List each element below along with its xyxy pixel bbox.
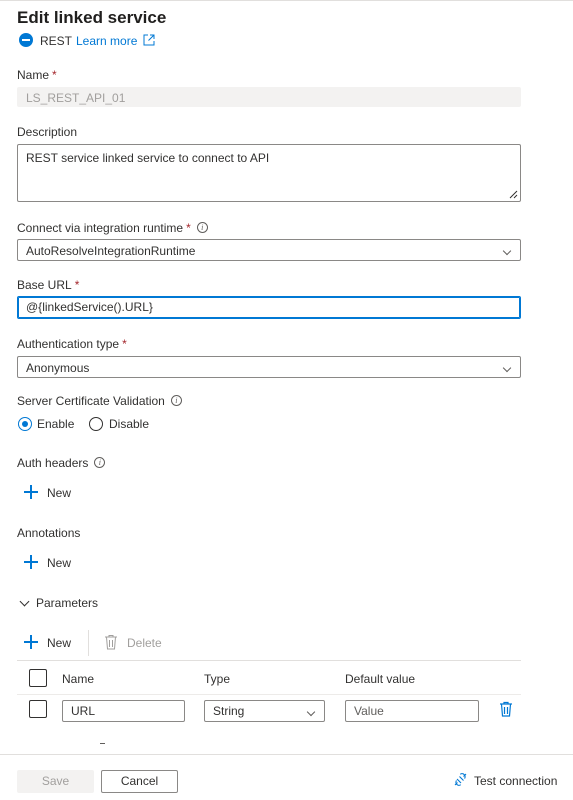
info-icon[interactable]: i	[197, 222, 208, 233]
description-textarea[interactable]	[17, 144, 521, 202]
base-url-input[interactable]: @{linkedService().URL}	[17, 296, 521, 319]
external-link-icon[interactable]	[143, 34, 155, 46]
panel-title: Edit linked service	[17, 8, 167, 27]
disable-radio[interactable]	[89, 417, 103, 431]
runtime-label: Connect via integration runtime * i	[17, 221, 208, 235]
info-icon[interactable]: i	[171, 395, 182, 406]
table-top-divider	[17, 660, 521, 661]
top-border	[0, 0, 573, 1]
learn-more-link[interactable]: Learn more	[76, 34, 138, 48]
auth-headers-new-button[interactable]: New	[24, 484, 84, 502]
resize-handle-icon[interactable]	[508, 189, 518, 199]
plus-icon	[24, 485, 38, 499]
cert-validation-label: Server Certificate Validation i	[17, 394, 182, 408]
save-button[interactable]: Save	[17, 770, 94, 793]
name-label: Name *	[17, 68, 57, 82]
scroll-marker	[100, 743, 105, 744]
auth-type-dropdown-value: Anonymous	[26, 361, 90, 375]
param-type-dropdown[interactable]	[204, 700, 325, 722]
auth-type-label: Authentication type *	[17, 337, 127, 351]
runtime-dropdown-value: AutoResolveIntegrationRuntime	[26, 244, 196, 258]
base-url-label: Base URL *	[17, 278, 80, 292]
test-connection-button[interactable]: Test connection	[453, 772, 565, 790]
footer-divider	[0, 754, 573, 755]
parameters-new-button[interactable]: New	[24, 634, 84, 652]
enable-radio[interactable]	[18, 417, 32, 431]
plus-icon	[24, 555, 38, 569]
description-label: Description	[17, 125, 78, 139]
parameters-section-toggle[interactable]	[17, 596, 137, 614]
disable-radio-label[interactable]: Disable	[109, 417, 150, 431]
plus-icon	[24, 635, 38, 649]
plug-icon	[453, 772, 468, 787]
name-input[interactable]: LS_REST_API_01	[17, 87, 521, 107]
auth-type-dropdown[interactable]	[17, 356, 521, 378]
chevron-down-icon	[20, 597, 30, 607]
table-header-divider	[17, 694, 521, 695]
description-text: REST service linked service to connect to API	[26, 151, 270, 165]
toolbar-divider	[88, 630, 89, 656]
enable-radio-label[interactable]: Enable	[37, 417, 75, 431]
runtime-dropdown[interactable]	[17, 239, 521, 261]
cancel-button[interactable]: Cancel	[101, 770, 178, 793]
parameters-label: Parameters	[36, 596, 99, 610]
select-all-checkbox[interactable]	[29, 669, 47, 687]
param-type-value: String	[213, 704, 245, 718]
column-header-name[interactable]: Name	[62, 672, 95, 686]
info-icon[interactable]: i	[94, 457, 105, 468]
annotations-label: Annotations	[17, 526, 81, 540]
rest-service-icon	[19, 33, 33, 47]
param-name-input[interactable]: URL	[62, 700, 185, 722]
trash-icon	[104, 634, 118, 650]
parameters-delete-button[interactable]: Delete	[104, 634, 174, 652]
param-default-value-input[interactable]: Value	[345, 700, 479, 722]
trash-icon[interactable]	[499, 701, 513, 717]
column-header-type[interactable]: Type	[204, 672, 231, 686]
row-checkbox[interactable]	[29, 700, 47, 718]
auth-headers-label: Auth headers i	[17, 456, 105, 470]
annotations-new-button[interactable]: New	[24, 554, 84, 572]
table-row	[17, 697, 521, 727]
service-type-label: REST	[40, 34, 73, 48]
column-header-default-value[interactable]: Default value	[345, 672, 416, 686]
